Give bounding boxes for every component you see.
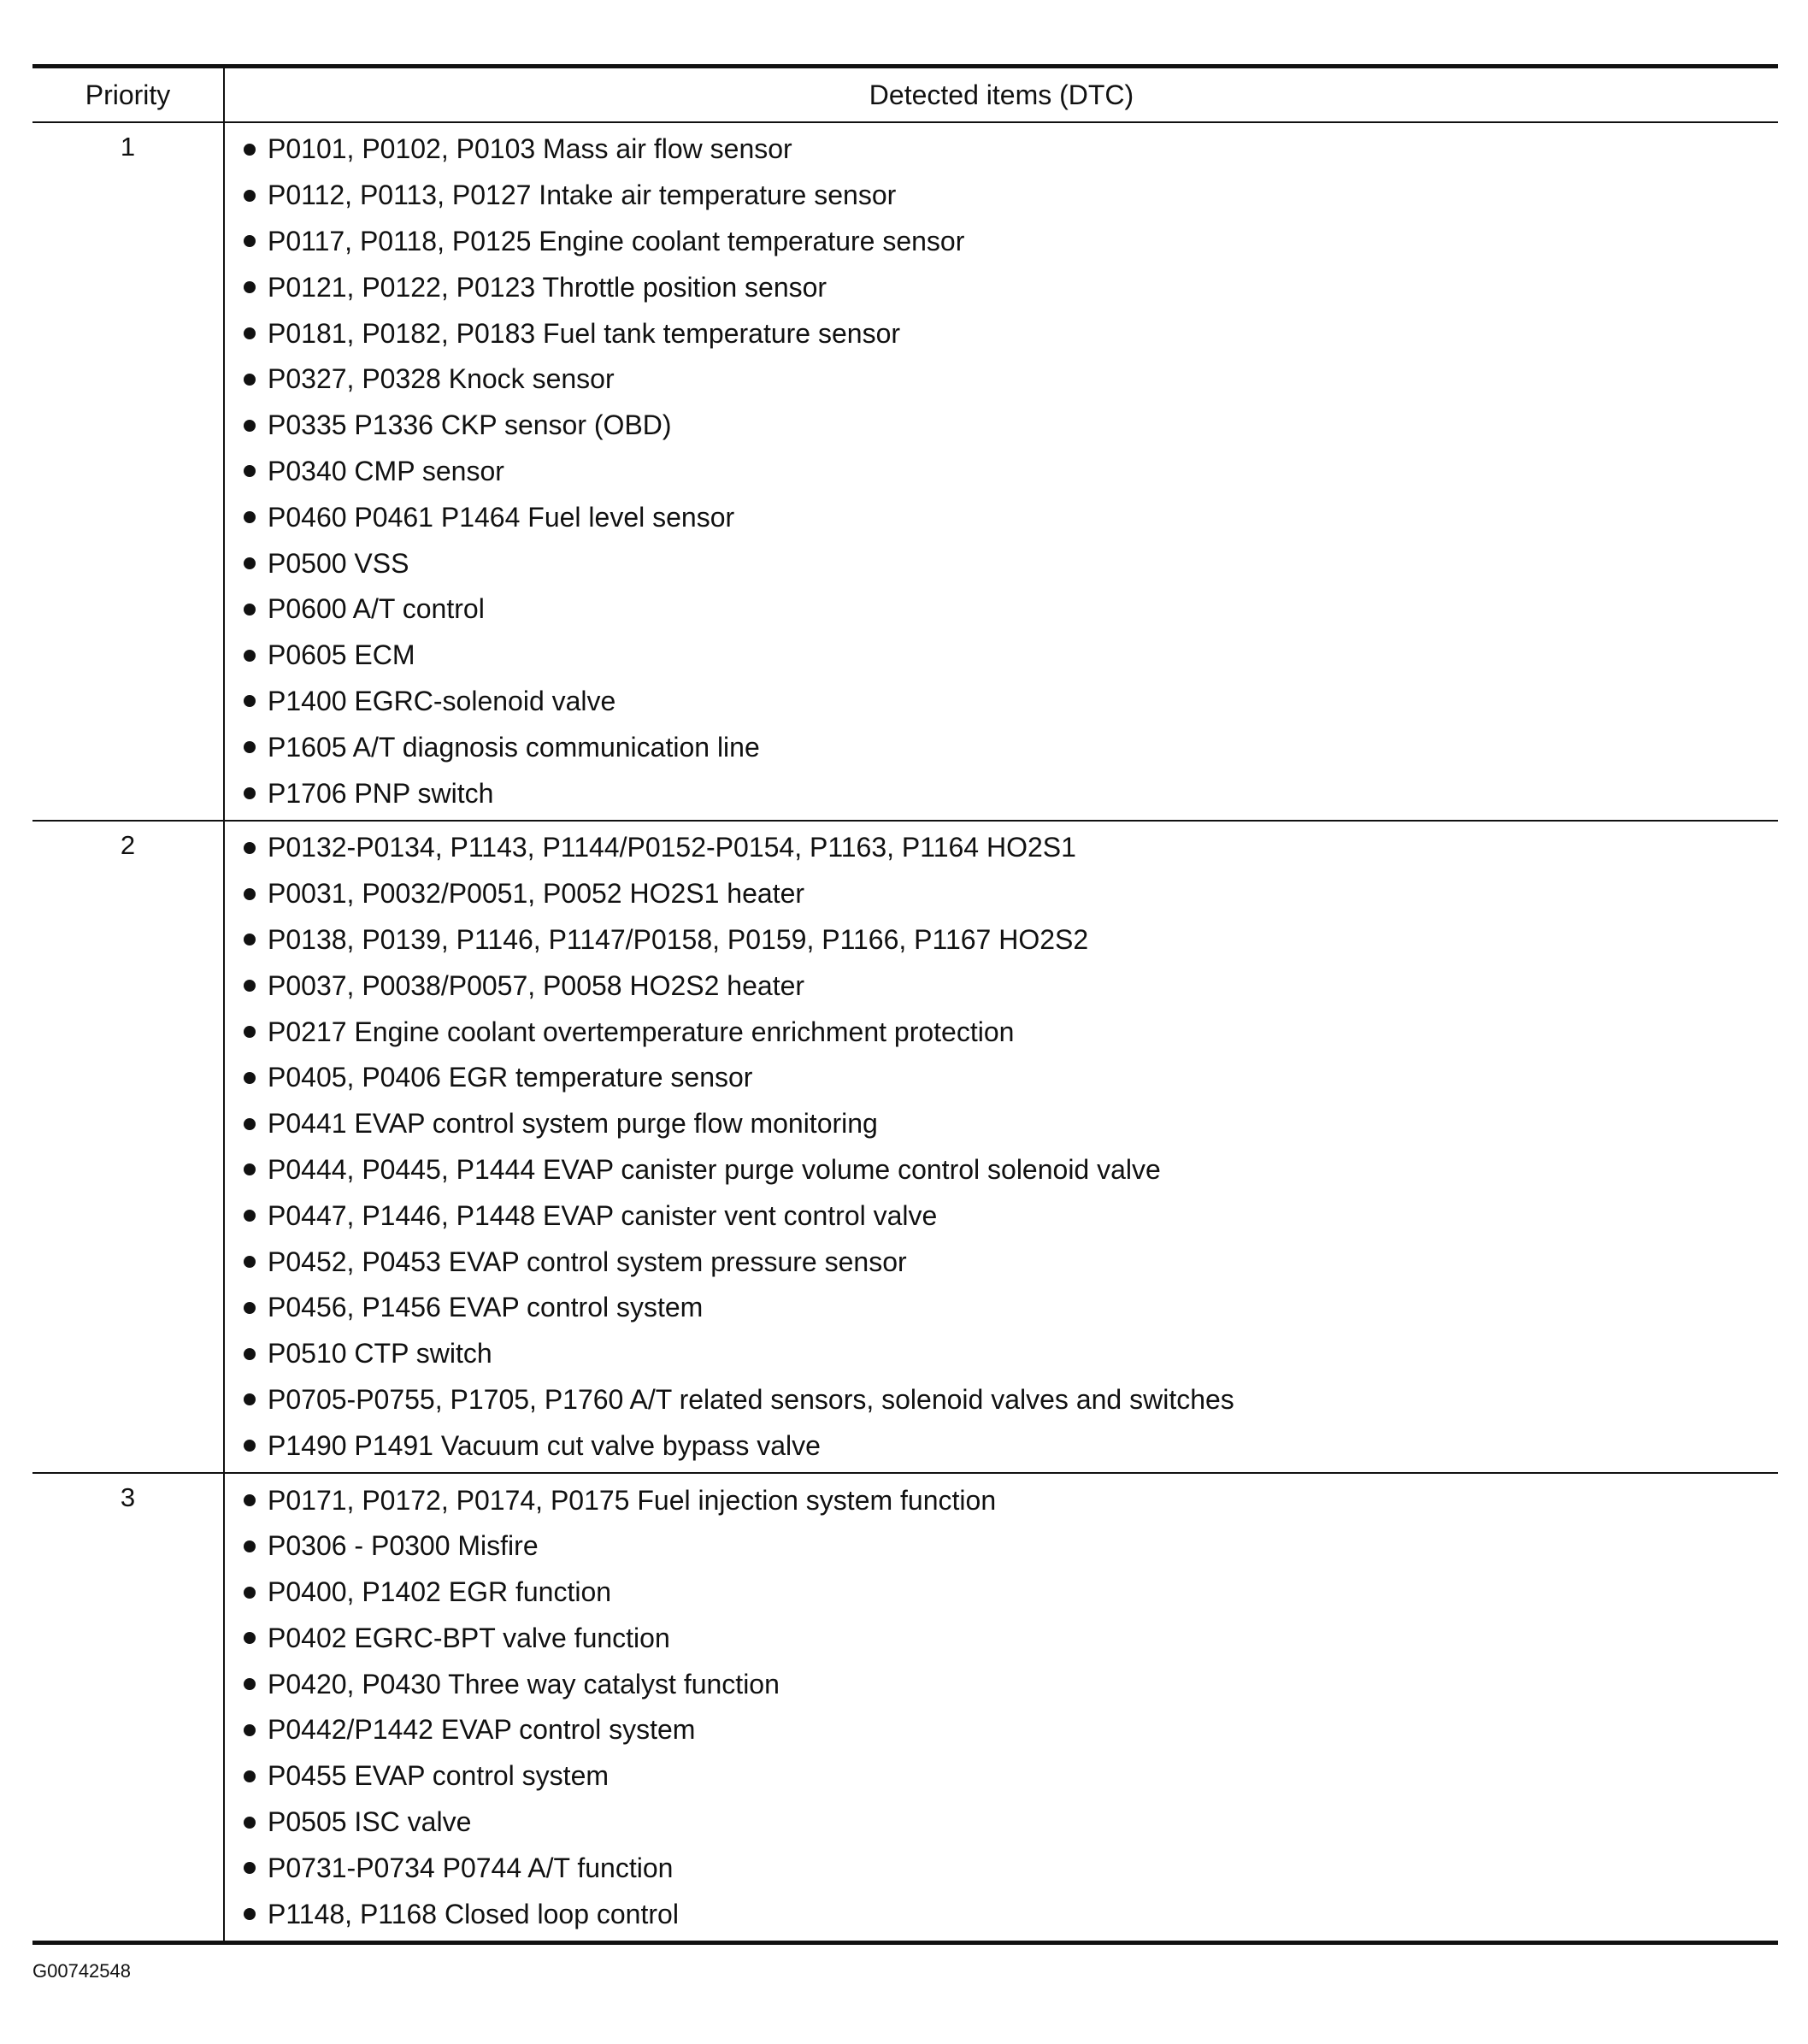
list-item [225, 1285, 1778, 1331]
list-item [225, 1423, 1778, 1469]
bullet-icon [244, 1210, 256, 1222]
dtc-item-text: P0605 ECM [268, 639, 415, 671]
bullet-icon [244, 980, 256, 992]
dtc-item-text: P0456, P1456 EVAP control system [268, 1292, 704, 1323]
bullet-icon [244, 650, 256, 662]
dtc-item-text: P0444, P0445, P1444 EVAP canister purge volume control solenoid valve [268, 1153, 1161, 1185]
bullet-icon [244, 1724, 256, 1736]
figure-id: G00742548 [32, 1960, 131, 1982]
dtc-item-text: P0600 A/T control [268, 593, 485, 625]
header-detected-items: Detected items (DTC) [869, 79, 1134, 110]
bullet-icon [244, 934, 256, 945]
bullet-icon [244, 511, 256, 523]
list-item [225, 963, 1778, 1009]
list-item [225, 1377, 1778, 1423]
list-item [225, 494, 1778, 540]
list-item [225, 264, 1778, 310]
dtc-item-text: P0101, P0102, P0103 Mass air flow sensor [268, 133, 792, 165]
bullet-icon [244, 1817, 256, 1829]
dtc-item-text: P1490 P1491 Vacuum cut valve bypass valve [268, 1429, 821, 1461]
list-item [225, 219, 1778, 265]
table-header-row [32, 68, 1778, 123]
list-item [225, 1009, 1778, 1055]
list-item [225, 1147, 1778, 1193]
list-item [225, 1845, 1778, 1891]
list-item [225, 127, 1778, 173]
bullet-icon [244, 842, 256, 854]
bullet-icon [244, 465, 256, 477]
dtc-item-text: P0121, P0122, P0123 Throttle position sensor [268, 271, 827, 303]
list-item [225, 871, 1778, 917]
priority-group-2 [32, 820, 1778, 1472]
detected-items-cell [225, 822, 1778, 1472]
list-item [225, 356, 1778, 403]
list-item [225, 1055, 1778, 1101]
bullet-icon [244, 1770, 256, 1782]
bullet-icon [244, 1678, 256, 1690]
list-item [225, 1661, 1778, 1707]
dtc-item-text: P0447, P1446, P1448 EVAP canister vent control valve [268, 1199, 938, 1231]
dtc-priority-table [32, 64, 1778, 1945]
bullet-icon [244, 1072, 256, 1084]
list-item [225, 770, 1778, 816]
dtc-item-text: P0132-P0134, P1143, P1144/P0152-P0154, P1163, P1164 HO2S1 [268, 832, 1076, 863]
bullet-icon [244, 1393, 256, 1405]
dtc-item-text: P0452, P0453 EVAP control system pressure sensor [268, 1246, 907, 1277]
dtc-item-text: P0335 P1336 CKP sensor (OBD) [268, 409, 672, 441]
list-item [225, 917, 1778, 963]
list-item [225, 724, 1778, 770]
list-item [225, 1331, 1778, 1377]
bullet-icon [244, 1908, 256, 1920]
bullet-icon [244, 1118, 256, 1130]
bullet-icon [244, 1348, 256, 1360]
bullet-icon [244, 281, 256, 293]
list-item [225, 1193, 1778, 1239]
bullet-icon [244, 604, 256, 616]
dtc-item-text: P0217 Engine coolant overtemperature enrichment protection [268, 1016, 1015, 1047]
table-body [32, 123, 1778, 1941]
bullet-icon [244, 1540, 256, 1552]
priority-group-1 [32, 123, 1778, 820]
dtc-item-text: P1148, P1168 Closed loop control [268, 1898, 679, 1929]
bullet-icon [244, 144, 256, 156]
list-item [225, 633, 1778, 679]
bullet-icon [244, 420, 256, 432]
list-item [225, 310, 1778, 356]
dtc-item-text: P0306 - P0300 Misfire [268, 1530, 539, 1562]
list-item [225, 449, 1778, 495]
list-item [225, 403, 1778, 449]
list-item [225, 1477, 1778, 1523]
priority-cell: 3 [32, 1474, 225, 1941]
bullet-icon [244, 1026, 256, 1038]
dtc-item-text: P0420, P0430 Three way catalyst function [268, 1668, 780, 1699]
list-item [225, 1570, 1778, 1616]
dtc-item-text: P0400, P1402 EGR function [268, 1576, 612, 1608]
list-item [225, 1800, 1778, 1846]
list-item [225, 679, 1778, 725]
priority-group-3 [32, 1472, 1778, 1941]
dtc-item-text: P0705-P0755, P1705, P1760 A/T related sensors, solenoid valves and switches [268, 1383, 1234, 1415]
bullet-icon [244, 1302, 256, 1314]
list-item [225, 1523, 1778, 1570]
bullet-icon [244, 787, 256, 799]
list-item [225, 1239, 1778, 1285]
dtc-item-text: P0112, P0113, P0127 Intake air temperature sensor [268, 180, 897, 211]
header-priority: Priority [32, 68, 225, 121]
bullet-icon [244, 1632, 256, 1644]
bullet-icon [244, 374, 256, 386]
dtc-item-text: P0117, P0118, P0125 Engine coolant temperature sensor [268, 225, 965, 256]
dtc-item-text: P1605 A/T diagnosis communication line [268, 731, 760, 763]
dtc-item-text: P0460 P0461 P1464 Fuel level sensor [268, 501, 735, 533]
bullet-icon [244, 741, 256, 753]
bullet-icon [244, 327, 256, 339]
bullet-icon [244, 1587, 256, 1599]
dtc-item-text: P0500 VSS [268, 547, 409, 579]
list-item [225, 540, 1778, 586]
list-item [225, 825, 1778, 871]
priority-cell: 2 [32, 822, 225, 1472]
dtc-item-text: P0340 CMP sensor [268, 455, 504, 486]
bullet-icon [244, 235, 256, 247]
dtc-item-text: P0171, P0172, P0174, P0175 Fuel injection system function [268, 1484, 997, 1516]
bullet-icon [244, 1440, 256, 1452]
bullet-icon [244, 1862, 256, 1874]
dtc-item-text: P0441 EVAP control system purge flow monitoring [268, 1108, 878, 1140]
detected-items-cell [225, 123, 1778, 820]
list-item [225, 1753, 1778, 1800]
list-item [225, 173, 1778, 219]
bullet-icon [244, 557, 256, 569]
dtc-item-text: P1706 PNP switch [268, 777, 494, 809]
dtc-item-text: P0031, P0032/P0051, P0052 HO2S1 heater [268, 878, 805, 910]
dtc-item-text: P0505 ISC valve [268, 1806, 472, 1838]
detected-items-cell [225, 1474, 1778, 1941]
list-item [225, 586, 1778, 633]
bullet-icon [244, 190, 256, 202]
bullet-icon [244, 888, 256, 900]
bullet-icon [244, 1494, 256, 1506]
dtc-item-text: P0402 EGRC-BPT valve function [268, 1622, 670, 1653]
list-item [225, 1707, 1778, 1753]
dtc-item-text: P0442/P1442 EVAP control system [268, 1714, 696, 1746]
bullet-icon [244, 695, 256, 707]
bullet-icon [244, 1163, 256, 1175]
dtc-item-text: P0138, P0139, P1146, P1147/P0158, P0159, P1166, P1167 HO2S2 [268, 923, 1089, 955]
dtc-item-text: P0037, P0038/P0057, P0058 HO2S2 heater [268, 969, 805, 1001]
list-item [225, 1891, 1778, 1937]
dtc-item-text: P0731-P0734 P0744 A/T function [268, 1852, 674, 1883]
list-item [225, 1616, 1778, 1662]
dtc-item-text: P0455 EVAP control system [268, 1760, 610, 1792]
priority-cell: 1 [32, 123, 225, 820]
dtc-item-text: P0181, P0182, P0183 Fuel tank temperature sensor [268, 317, 901, 349]
list-item [225, 1101, 1778, 1147]
dtc-item-text: P0510 CTP switch [268, 1338, 492, 1370]
bullet-icon [244, 1256, 256, 1268]
dtc-item-text: P0405, P0406 EGR temperature sensor [268, 1062, 753, 1093]
dtc-item-text: P1400 EGRC-solenoid valve [268, 685, 616, 716]
dtc-item-text: P0327, P0328 Knock sensor [268, 363, 615, 395]
